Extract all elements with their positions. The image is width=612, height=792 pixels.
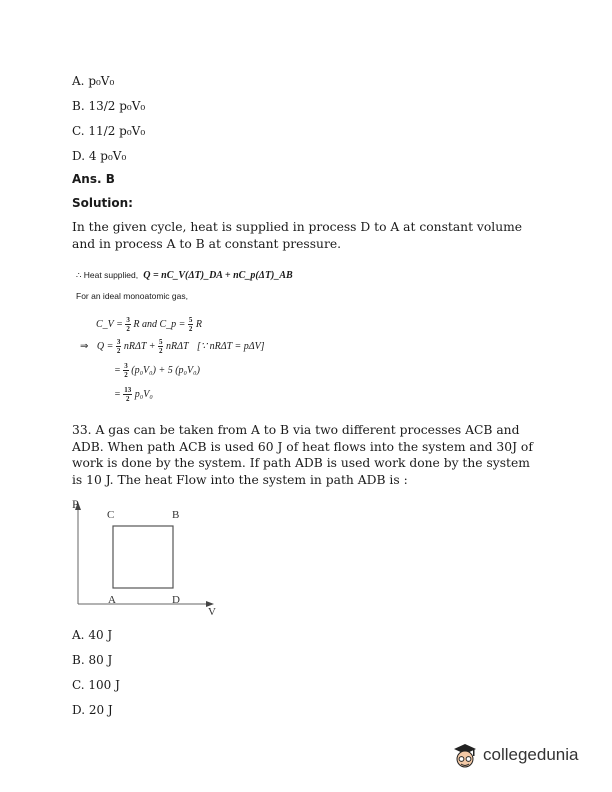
eq2-bracket: [∵ nRΔT = pΔV] — [196, 340, 265, 352]
eq1-lhs: C_V = — [96, 318, 123, 330]
q33-option-c — [72, 678, 120, 692]
heat-supplied-prefix: ∴ Heat supplied, — [76, 270, 139, 280]
fraction — [116, 338, 122, 355]
option-text: 4 p₀V₀ — [88, 149, 127, 163]
ideal-gas-note: For an ideal monoatomic gas, — [76, 291, 188, 301]
q33-option-a — [72, 628, 112, 642]
axis-label-p: P — [72, 497, 79, 511]
eq3-lhs: = — [114, 364, 121, 376]
eq2-term1: nRΔT + — [123, 340, 156, 352]
pv-diagram — [68, 496, 228, 616]
option-letter: C. — [72, 678, 85, 692]
fraction — [123, 386, 132, 403]
fraction-num: 5 — [158, 338, 163, 346]
question-33-text: 33. A gas can be taken from A to B via two different processes ACB and ADB. When path ACB is used 60 J of heat flows into the system and 30J of work is done by the system. If path ADB is used work done by the system is 10 J. The heat Flow into the system in path ADB is : — [72, 423, 533, 487]
fraction — [125, 316, 131, 333]
fraction-num: 3 — [124, 362, 128, 370]
cycle-rectangle — [113, 526, 173, 588]
q33-option-b — [72, 653, 112, 667]
fraction-den: 2 — [126, 395, 130, 403]
corner-label-c: C — [107, 509, 115, 521]
option-letter: D. — [72, 149, 86, 163]
corner-label-d: D — [172, 594, 180, 606]
fraction-den: 2 — [116, 347, 121, 355]
option-letter: B. — [72, 653, 85, 667]
fraction-num: 13 — [124, 386, 132, 394]
collegedunia-logo — [450, 740, 578, 770]
corner-label-a: A — [108, 594, 116, 606]
option-text: p₀V₀ — [88, 74, 115, 88]
fraction — [123, 362, 129, 379]
option-text: 13/2 p₀V₀ — [88, 99, 146, 113]
corner-label-b: B — [172, 509, 180, 521]
solution-text: In the given cycle, heat is supplied in process D to A at constant volume and in process A to B at constant pressure. — [72, 220, 523, 251]
q32-option-d — [72, 149, 126, 163]
eq2-term2: nRΔT — [165, 340, 189, 352]
option-text: 40 J — [88, 628, 113, 642]
q32-option-b — [72, 99, 145, 113]
answer-label: Ans. B — [72, 172, 115, 186]
option-letter: B. — [72, 99, 85, 113]
option-text: 11/2 p₀V₀ — [88, 124, 146, 138]
implies-arrow: ⇒ — [80, 340, 89, 352]
solution-label: Solution: — [72, 196, 133, 210]
fraction — [188, 316, 194, 333]
option-letter: A. — [72, 74, 85, 88]
equation-cv-cp — [96, 316, 202, 333]
eq1-tail: R — [195, 318, 202, 330]
equation-step3 — [114, 362, 200, 379]
q32-option-c — [72, 124, 145, 138]
brand-name: collegedunia — [483, 745, 579, 764]
axis-label-v: V — [208, 606, 216, 618]
fraction-den: 2 — [158, 347, 163, 355]
heat-supplied-equation: Q = nC_V(ΔT)_DA + nC_p(ΔT)_AB — [143, 270, 293, 281]
q33-option-d — [72, 703, 113, 717]
equation-step4 — [114, 386, 153, 403]
eq4-lhs: = — [114, 388, 121, 400]
fraction — [158, 338, 164, 355]
fraction-den: 2 — [124, 371, 128, 379]
equation-q — [80, 338, 265, 355]
eq2-lhs: Q = — [96, 340, 114, 352]
option-letter: D. — [72, 703, 86, 717]
eq3-text: (p₀V₀) + 5 (p₀V₀) — [131, 364, 200, 376]
fraction-num: 3 — [116, 338, 121, 346]
q32-option-a — [72, 74, 114, 88]
graduate-mascot-icon — [450, 740, 480, 770]
fraction-den: 2 — [188, 325, 193, 333]
option-text: 80 J — [88, 653, 113, 667]
eq1-mid: R and C_p = — [133, 318, 186, 330]
option-text: 20 J — [88, 703, 113, 717]
eq4-text: p₀V₀ — [134, 388, 153, 400]
option-letter: C. — [72, 124, 85, 138]
heat-supplied-line — [76, 263, 293, 282]
option-text: 100 J — [88, 678, 120, 692]
fraction-den: 2 — [126, 325, 130, 333]
fraction-num: 5 — [188, 316, 193, 324]
option-letter: A. — [72, 628, 85, 642]
fraction-num: 3 — [126, 316, 130, 324]
